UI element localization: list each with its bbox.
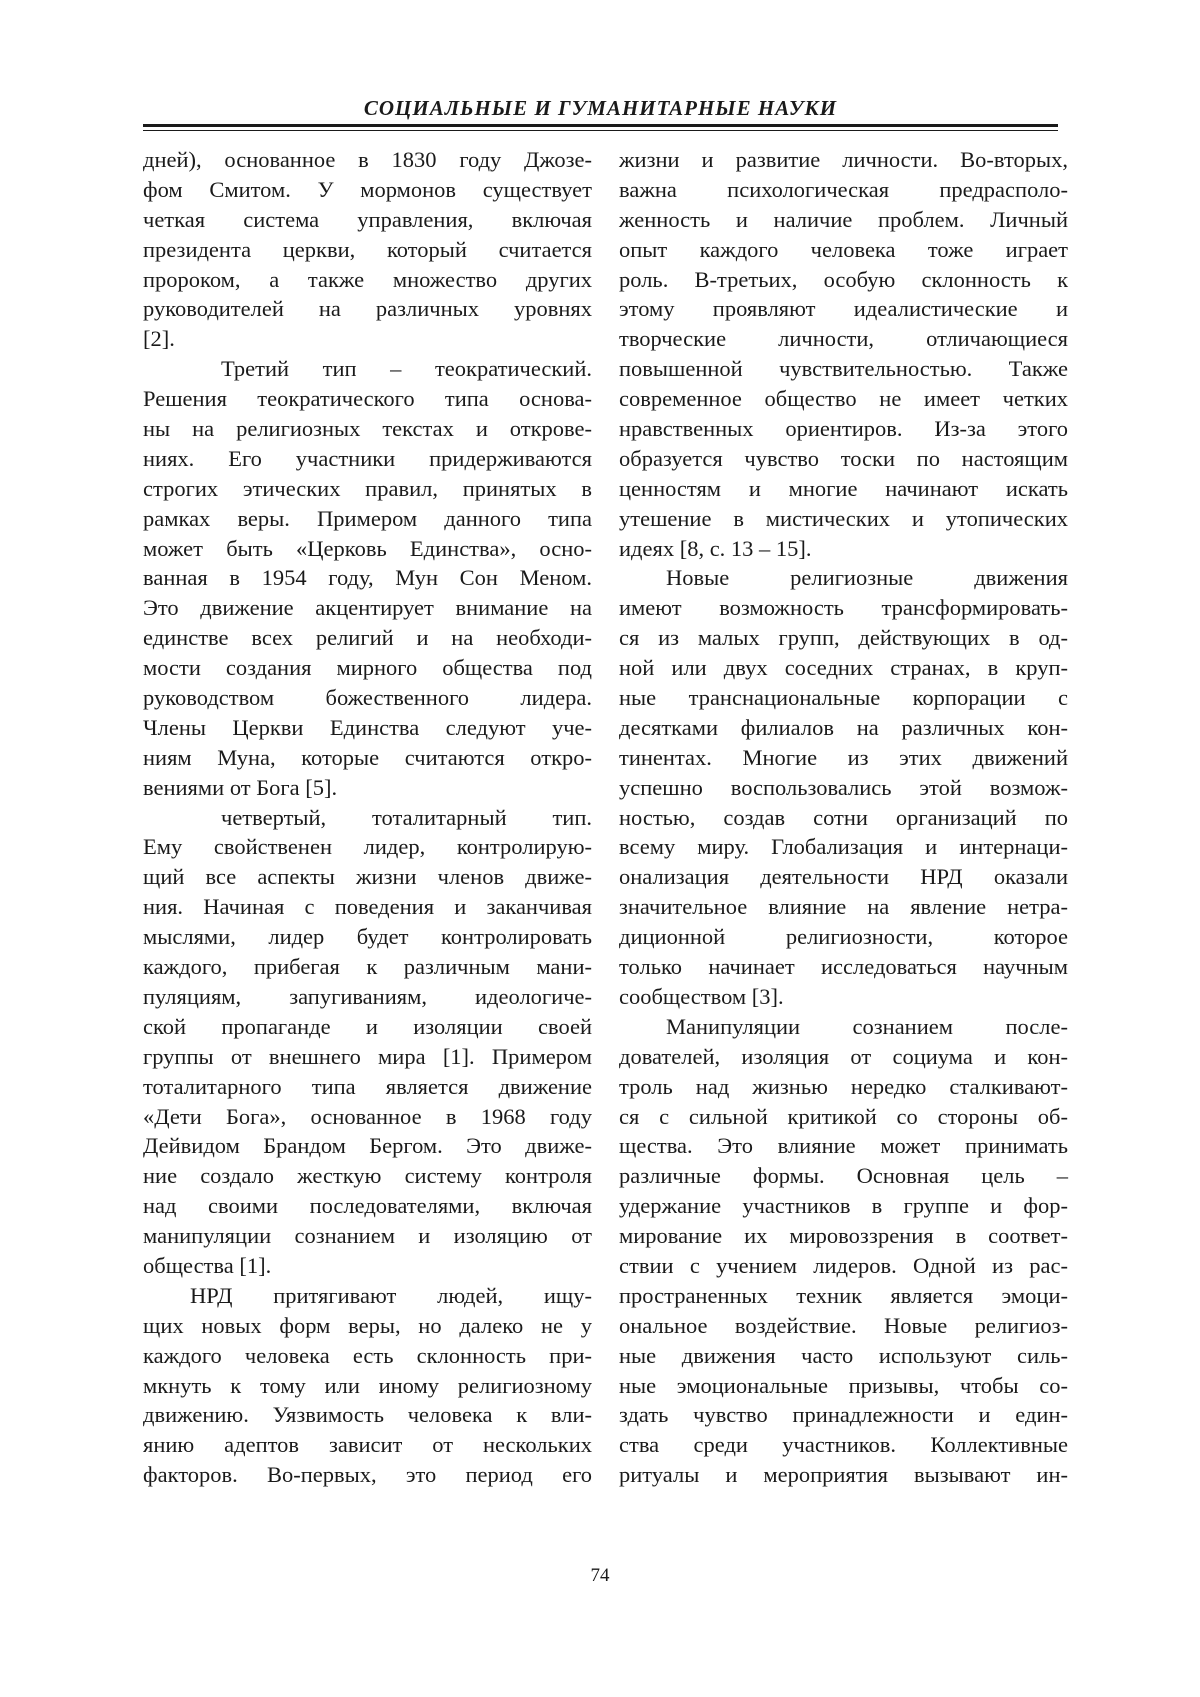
text-line: ствии с учением лидеров. Одной из рас- — [619, 1252, 1068, 1278]
text-line: ние создало жесткую систему контроля — [143, 1163, 592, 1189]
text-line: ональное воздействие. Новые религиоз- — [619, 1312, 1068, 1338]
text-line: над своими последователями, включая — [143, 1193, 592, 1219]
text-line: мирование их мировоззрения в соответ- — [619, 1223, 1068, 1249]
text-line: тинентах. Многие из этих движений — [619, 744, 1068, 770]
text-line: единстве всех религий и на необходи- — [143, 625, 592, 651]
text-line: янию адептов зависит от нескольких — [143, 1432, 592, 1458]
text-line: пуляциям, запугиваниям, идеологиче- — [143, 983, 592, 1009]
text-line: ные эмоциональные призывы, чтобы со- — [619, 1372, 1068, 1398]
text-line: женность и наличие проблем. Личный — [619, 206, 1068, 232]
text-line: ся из малых групп, действующих в од- — [619, 625, 1068, 651]
text-line: руководством божественного лидера. — [143, 685, 592, 711]
text-line: ной или двух соседних странах, в круп- — [619, 655, 1068, 681]
text-line: значительное влияние на явление нетра- — [619, 894, 1068, 920]
text-line: роль. В-третьих, особую склонность к — [619, 266, 1068, 292]
text-line: президента церкви, который считается — [143, 236, 592, 262]
text-line: онализация деятельности НРД оказали — [619, 864, 1068, 890]
text-line: ритуалы и мероприятия вызывают ин- — [619, 1462, 1068, 1488]
text-line: современное общество не имеет четких — [619, 386, 1068, 412]
text-line: нравственных ориентиров. Из-за этого — [619, 416, 1068, 442]
text-line: Манипуляции сознанием после- — [666, 1013, 1068, 1039]
right-column — [619, 145, 1068, 1490]
text-line: четкая система управления, включая — [143, 206, 592, 232]
text-line: каждого, прибегая к различным мани- — [143, 954, 592, 980]
text-line: дователей, изоляция от социума и кон- — [619, 1043, 1068, 1069]
text-line: НРД притягивают людей, ищу- — [190, 1282, 592, 1308]
text-line: щих новых форм веры, но далеко не у — [143, 1312, 592, 1338]
text-line: ванная в 1954 году, Мун Сон Меном. — [143, 565, 592, 591]
text-line: имеют возможность трансформировать- — [619, 595, 1068, 621]
text-line: Ему свойственен лидер, контролирую- — [143, 834, 592, 860]
text-line: щий все аспекты жизни членов движе- — [143, 864, 592, 890]
text-line: ные транснациональные корпорации с — [619, 685, 1068, 711]
header-rule-thick — [143, 124, 1058, 127]
text-line: успешно воспользовались этой возмож- — [619, 774, 1068, 800]
text-line: группы от внешнего мира [1]. Примером — [143, 1043, 592, 1069]
text-line: пространенных техник является эмоци- — [619, 1282, 1068, 1308]
text-line: вениями от Бога [5]. — [143, 774, 338, 800]
text-line: Третий тип – теократический. — [221, 356, 592, 382]
text-line: «Дети Бога», основанное в 1968 году — [143, 1103, 592, 1129]
text-line: жизни и развитие личности. Во-вторых, — [619, 147, 1068, 172]
text-line: ностью, создав сотни организаций по — [619, 804, 1068, 830]
text-line: дней), основанное в 1830 году Джозе- — [143, 147, 592, 172]
text-line: фом Смитом. У мормонов существует — [143, 176, 592, 202]
text-line: десятками филиалов на различных кон- — [619, 714, 1068, 740]
text-line: здать чувство принадлежности и един- — [619, 1402, 1068, 1428]
text-line: ные движения часто используют силь- — [619, 1342, 1068, 1368]
text-line: мости создания мирного общества под — [143, 655, 592, 681]
text-line: ся с сильной критикой со стороны об- — [619, 1103, 1068, 1129]
text-line: строгих этических правил, принятых в — [143, 475, 592, 501]
text-line: различные формы. Основная цель – — [619, 1163, 1068, 1189]
text-line: мыслями, лидер будет контролировать — [143, 924, 592, 950]
text-line: ценностям и многие начинают искать — [619, 475, 1068, 501]
text-line: только начинает исследоваться научным — [619, 954, 1068, 980]
text-line: ниях. Его участники придерживаются — [143, 445, 592, 471]
text-line: может быть «Церковь Единства», осно- — [143, 535, 592, 561]
running-header: СОЦИАЛЬНЫЕ И ГУМАНИТАРНЫЕ НАУКИ — [363, 96, 838, 120]
text-line: мкнуть к тому или иному религиозному — [143, 1372, 592, 1398]
text-line: творческие личности, отличающиеся — [619, 326, 1068, 352]
text-line: утешение в мистических и утопических — [619, 505, 1068, 531]
text-line: опыт каждого человека тоже играет — [619, 236, 1068, 262]
text-line: руководителей на различных уровнях — [143, 296, 592, 322]
text-line: диционной религиозности, которое — [619, 924, 1068, 950]
text-line: повышенной чувствительностью. Также — [619, 356, 1068, 382]
text-line: Члены Церкви Единства следуют уче- — [143, 714, 592, 740]
text-line: ниям Муна, которые считаются откро- — [143, 744, 592, 770]
page-number: 74 — [590, 1565, 610, 1586]
text-line: всему миру. Глобализация и интернаци- — [619, 834, 1068, 860]
text-line: Новые религиозные движения — [666, 565, 1068, 591]
text-line: образуется чувство тоски по настоящим — [619, 445, 1068, 471]
text-line: идеях [8, с. 13 – 15]. — [619, 535, 812, 561]
text-line: тоталитарного типа является движение — [143, 1073, 592, 1099]
text-line: Это движение акцентирует внимание на — [143, 595, 592, 621]
text-line: общества [1]. — [143, 1252, 272, 1278]
text-line: важна психологическая предрасполо- — [619, 176, 1068, 202]
text-line: ства среди участников. Коллективные — [619, 1432, 1068, 1458]
text-line: удержание участников в группе и фор- — [619, 1193, 1068, 1219]
text-line: четвертый, тоталитарный тип. — [221, 804, 592, 830]
text-line: движению. Уязвимость человека к вли- — [143, 1402, 592, 1428]
text-line: пророком, а также множество других — [143, 266, 592, 292]
text-line: каждого человека есть склонность при- — [143, 1342, 592, 1368]
text-line: Решения теократического типа основа- — [143, 386, 592, 412]
text-line: [2]. — [143, 326, 175, 352]
text-line: рамках веры. Примером данного типа — [143, 505, 592, 531]
text-line: щества. Это влияние может принимать — [619, 1133, 1068, 1159]
header-rule-thin — [143, 130, 1058, 131]
text-line: Дейвидом Брандом Бергом. Это движе- — [143, 1133, 592, 1159]
text-line: факторов. Во-первых, это период его — [143, 1462, 592, 1488]
text-line: троль над жизнью нередко сталкивают- — [619, 1073, 1068, 1099]
text-line: манипуляции сознанием и изоляцию от — [143, 1223, 592, 1249]
text-line: этому проявляют идеалистические и — [619, 296, 1068, 322]
left-column — [143, 145, 592, 1490]
text-line: сообществом [3]. — [619, 983, 784, 1009]
text-line: ской пропаганде и изоляции своей — [143, 1013, 592, 1039]
text-line: ния. Начиная с поведения и заканчивая — [143, 894, 592, 920]
text-line: ны на религиозных текстах и открове- — [143, 416, 592, 442]
